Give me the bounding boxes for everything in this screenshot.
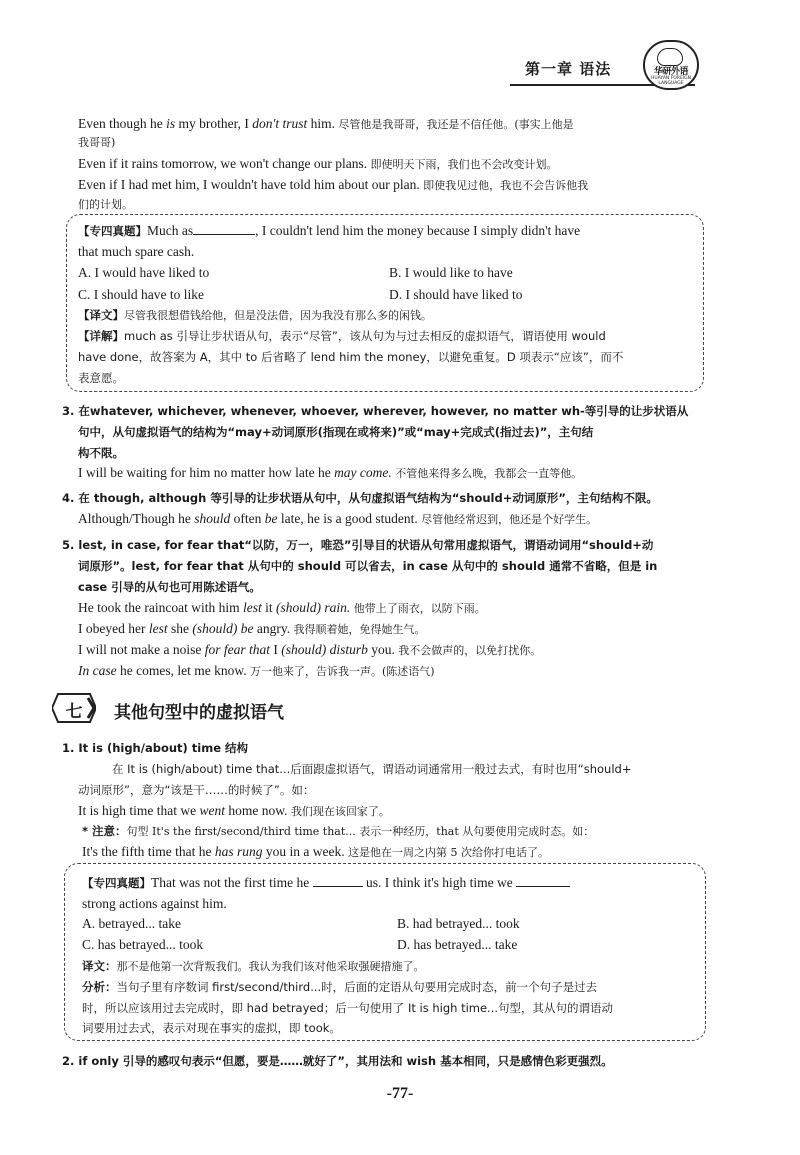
explanation-line: 【详解】much as 引导让步状语从句，表示“尽管”，该从句为与过去相反的虚拟语气，谓语使用 would <box>78 329 606 343</box>
option-a: A. I would have liked to <box>78 265 210 280</box>
question-text: 【专四真题】Much as , I couldn't lend him the money because I simply didn't have <box>78 223 581 238</box>
example-line: I will not make a noise for fear that I (should) disturb you. 我不会做声的，以免打扰你。 <box>78 642 542 657</box>
example-line-cont: 我哥哥) <box>78 136 116 149</box>
example-line: He took the raincoat with him lest it (should) rain. 他带上了雨衣，以防下雨。 <box>78 600 486 615</box>
publisher-logo <box>643 40 699 90</box>
explanation-line: 分析：当句子里有序数词 first/second/third...时，后面的定语从句要用完成时态，前一个句子是过去 <box>82 980 598 994</box>
example-line: Even if it rains tomorrow, we won't change our plans. 即使明天下雨，我们也不会改变计划。 <box>78 156 558 171</box>
chapter-header: 第一章 语法 <box>525 60 612 78</box>
option-b: B. had betrayed... took <box>397 916 520 931</box>
option-d: D. has betrayed... take <box>397 937 518 952</box>
question-text: that much spare cash. <box>78 244 195 259</box>
subsection-title: 2. if only 引导的感叹句表示“但愿，要是……就好了”，其用法和 wish 基本相同，只是感情色彩更强烈。 <box>62 1054 613 1068</box>
logo-text: 华研外语 <box>653 67 688 77</box>
translation: 译文：那不是他第一次背叛我们。我认为我们该对他采取强硬措施了。 <box>82 959 425 973</box>
translation: 【译文】尽管我很想借钱给他，但是没法借，因为我没有那么多的闲钱。 <box>78 308 432 322</box>
example-line: In case he comes, let me know. 万一他来了，告诉我一声。(陈述语气) <box>78 663 435 678</box>
option-c: C. I should have to like <box>78 287 204 302</box>
section-title: 其他句型中的虚拟语气 <box>114 703 284 723</box>
rule-item-3: 3. 在whatever, whichever, whenever, whoever, wherever, however, no matter wh-等引导的让步状语从 <box>62 404 689 418</box>
option-a: A. betrayed... take <box>82 916 181 931</box>
body-line: 在 It is (high/about) time that...后面跟虚拟语气，谓语动词通常用一般过去式，有时也用“should+ <box>112 762 632 776</box>
example-line: It's the fifth time that he has rung you in a week. 这是他在一周之内第 5 次给你打电话了。 <box>82 844 550 859</box>
example-line: Even though he is my brother, I don't trust him. 尽管他是我哥哥，我还是不信任他。(事实上他是 <box>78 116 574 131</box>
page-number: -77- <box>386 1085 414 1102</box>
rule-item-5: 5. lest, in case, for fear that“以防，万一，唯恐”引导目的状语从句常用虚拟语气，谓语动词用“should+动 <box>62 538 654 552</box>
option-c: C. has betrayed... took <box>82 937 204 952</box>
example-line-cont: 们的计划。 <box>78 198 133 211</box>
option-d: D. I should have liked to <box>389 287 523 302</box>
example-line: I will be waiting for him no matter how late he may come. 不管他来得多么晚，我都会一直等他。 <box>78 465 583 480</box>
option-b: B. I would like to have <box>389 265 513 280</box>
subsection-title: 1. It is (high/about) time 结构 <box>62 741 249 755</box>
body-line: 动词原形”，意为“该是干……的时候了”。如： <box>78 783 315 797</box>
explanation-line: have done，故答案为 A，其中 to 后省略了 lend him the money，以避免重复。D 项表示“应该”，而不 <box>78 350 624 364</box>
rule-item-5-cont: 词原形”。lest, for fear that 从句中的 should 可以省去，in case 从句中的 should 通常不省略，但是 in <box>78 559 658 573</box>
explanation-line: 时，所以应该用过去完成时，即 had betrayed；后一句使用了 It is high time...句型，其从句的谓语动 <box>82 1001 614 1015</box>
example-line: It is high time that we went home now. 我们现在该回家了。 <box>78 803 390 818</box>
section-number: 七 <box>65 702 83 722</box>
example-line: Even if I had met him, I wouldn't have told him about our plan. 即使我见过他，我也不会告诉他我 <box>78 177 589 192</box>
rule-item-3-cont: 构不限。 <box>78 446 124 460</box>
rule-item-4: 4. 在 though, although 等引导的让步状语从句中，从句虚拟语气结构为“should+动词原形”，主句结构不限。 <box>62 491 658 505</box>
note-line: * 注意：句型 It's the first/second/third time that... 表示一种经历，that 从句要使用完成时态。如： <box>82 824 595 838</box>
explanation-line: 表意愿。 <box>78 371 124 385</box>
rule-item-5-cont: case 引导的从句也可用陈述语气。 <box>78 580 261 594</box>
example-line: Although/Though he should often be late, he is a good student. 尽管他经常迟到，他还是个好学生。 <box>78 511 598 526</box>
logo-subtext: HUAYAN FOREIGN LANGUAGE <box>651 76 691 86</box>
question-text: strong actions against him. <box>82 896 227 911</box>
example-line: I obeyed her lest she (should) be angry. 我得顺着她，免得她生气。 <box>78 621 426 636</box>
question-text: 【专四真题】That was not the first time he us. I think it's high time we <box>82 874 570 892</box>
explanation-line: 词要用过去式，表示对现在事实的虚拟，即 took。 <box>82 1021 341 1035</box>
rule-item-3-cont: 句中，从句虚拟语气的结构为“may+动词原形(指现在或将来)”或“may+完成式(指过去)”，主句结 <box>78 425 594 439</box>
